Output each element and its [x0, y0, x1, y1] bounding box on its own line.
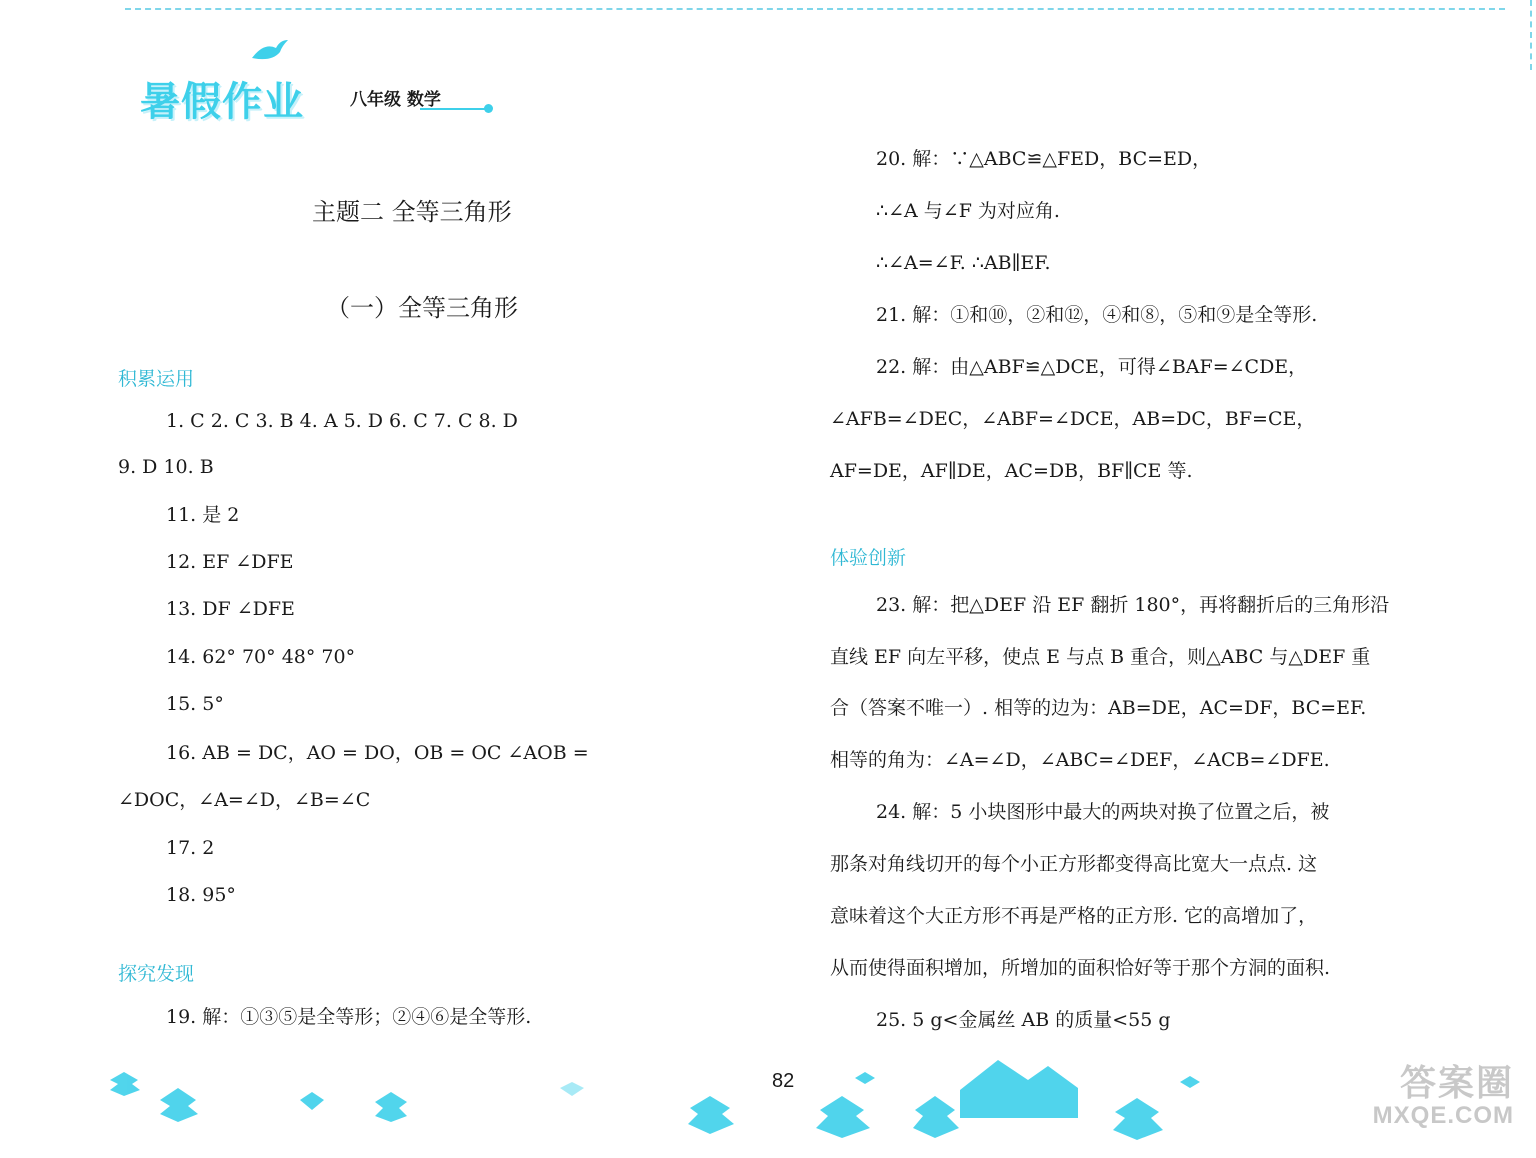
answer-line: 14. 62° 70° 48° 70°: [166, 646, 356, 668]
answer-line: 11. 是 2: [166, 504, 240, 526]
top-border-dash: [125, 8, 1505, 10]
answer-line: AF=DE，AF∥DE，AC=DB，BF∥CE 等.: [830, 460, 1193, 482]
right-border-dash: [1530, 0, 1532, 70]
answer-line: 20. 解：∵△ABC≌△FED，BC=ED，: [876, 148, 1212, 170]
answer-line: 17. 2: [166, 837, 215, 859]
answer-line: 16. AB = DC，AO = DO，OB = OC ∠AOB =: [166, 742, 589, 764]
answer-line: 从而使得面积增加，所增加的面积恰好等于那个方洞的面积.: [830, 957, 1331, 979]
answer-line: 22. 解：由△ABF≌△DCE，可得∠BAF=∠CDE，: [876, 356, 1308, 378]
answer-line: 19. 解：①③⑤是全等形；②④⑥是全等形.: [166, 1006, 532, 1028]
answer-line: 12. EF ∠DFE: [166, 551, 294, 573]
answer-line: 13. DF ∠DFE: [166, 598, 295, 620]
answer-line: 18. 95°: [166, 884, 236, 906]
footer-decoration: [0, 1040, 1536, 1158]
answer-line: 合（答案不唯一）. 相等的边为：AB=DE，AC=DF，BC=EF.: [830, 697, 1367, 719]
answer-line: 25. 5 g<金属丝 AB 的质量<55 g: [876, 1009, 1171, 1031]
answer-line: 那条对角线切开的每个小正方形都变得高比宽大一点点. 这: [830, 853, 1318, 875]
answer-line: ∴∠A=∠F. ∴AB∥EF.: [876, 252, 1051, 274]
section-heading-innovate: 体验创新: [830, 547, 907, 569]
answer-line: 24. 解：5 小块图形中最大的两块对换了位置之后，被: [876, 801, 1330, 823]
answer-line: 15. 5°: [166, 693, 224, 715]
answer-line: 意味着这个大正方形不再是严格的正方形. 它的高增加了，: [830, 905, 1318, 927]
answer-line: ∠AFB=∠DEC，∠ABF=∠DCE，AB=DC，BF=CE，: [830, 408, 1316, 430]
page-number: 82: [772, 1070, 795, 1092]
answer-line: 相等的角为：∠A=∠D，∠ABC=∠DEF，∠ACB=∠DFE.: [830, 749, 1330, 771]
section-heading-explore: 探究发现: [118, 963, 195, 985]
answer-line: ∴∠A 与∠F 为对应角.: [876, 200, 1060, 222]
watermark: [1373, 1055, 1514, 1130]
logo-text: 暑假作业: [140, 79, 304, 125]
bird-icon: [250, 38, 290, 64]
header-subtitle: 八年级 数学: [350, 90, 441, 110]
watermark-cn: 答案圈: [1399, 1063, 1514, 1104]
answer-line: 1. C 2. C 3. B 4. A 5. D 6. C 7. C 8. D: [166, 410, 518, 432]
answer-line: ∠DOC，∠A=∠D，∠B=∠C: [118, 789, 371, 811]
header-dot: [484, 104, 493, 113]
answer-line: 21. 解：①和⑩，②和⑫，④和⑧，⑤和⑨是全等形.: [876, 304, 1318, 326]
answer-line: 9. D 10. B: [118, 456, 214, 478]
section-heading-accumulate: 积累运用: [118, 368, 195, 390]
logo: [140, 70, 304, 127]
answer-line: 23. 解：把△DEF 沿 EF 翻折 180°，再将翻折后的三角形沿: [876, 594, 1390, 616]
topic-title: 主题二 全等三角形: [312, 198, 512, 226]
subtopic-title: （一）全等三角形: [326, 294, 518, 322]
answer-line: 直线 EF 向左平移，使点 E 与点 B 重合，则△ABC 与△DEF 重: [830, 646, 1371, 668]
header-underline: [420, 108, 488, 110]
watermark-en: MXQE.COM: [1372, 1102, 1514, 1129]
